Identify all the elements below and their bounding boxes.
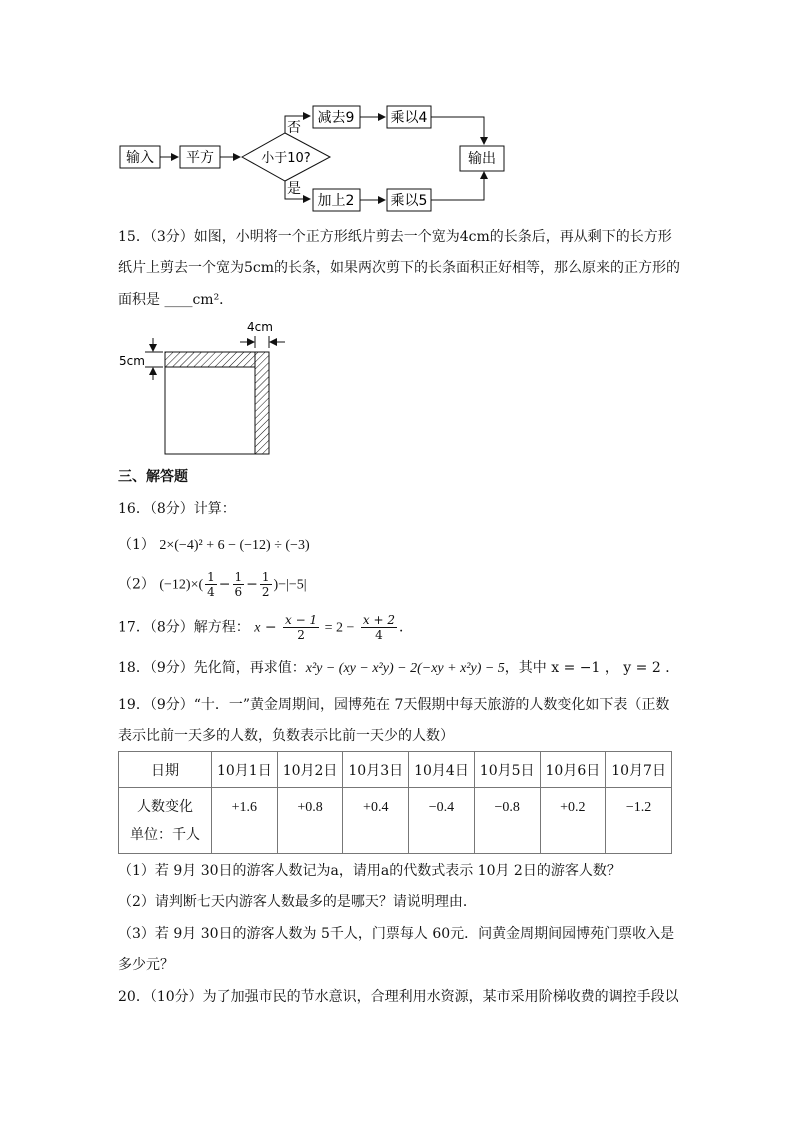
table-value: +0.4 (343, 788, 409, 854)
table-value: +1.6 (212, 788, 278, 854)
q17-end: ． (398, 619, 413, 636)
flow-times4-label: 乘以4 (390, 110, 428, 126)
table-value: −1.2 (606, 788, 672, 854)
table-date: 10月4日 (409, 752, 475, 788)
table-date: 10月2日 (277, 752, 343, 788)
flow-square-label: 平方 (186, 150, 214, 166)
q18-cond: ，其中 x = −1 ， y = 2 ． (504, 660, 680, 676)
table-value-row (119, 788, 672, 854)
flowchart (110, 96, 530, 218)
square-figure (115, 318, 295, 458)
strip-4cm (255, 352, 269, 454)
q18-expr: x²y − (xy − x²y) − 2(−xy + x²y) − 5 (305, 661, 505, 676)
flow-condition-label: 小于10? (261, 151, 311, 166)
q20-line1: 20．（10分）为了加强市民的节水意识，合理利用水资源，某市采用阶梯收费的调控手段以 (118, 989, 679, 1005)
table-date: 10月5日 (474, 752, 540, 788)
q16-stem: 16．（8分）计算： (118, 501, 236, 517)
q16-part1-num: （1） (118, 537, 155, 553)
table-row-label: 人数变化 单位：千人 (119, 788, 212, 854)
q17-fraction-b: $\frac{x + 2}{4}$ (362, 613, 395, 642)
table-value: −0.4 (409, 788, 475, 854)
section-title: 三、解答题 (118, 469, 188, 485)
table-header-row (119, 752, 672, 788)
flow-input-label: 输入 (126, 150, 154, 166)
q19-sub1: （1）若 9月 30日的游客人数记为a，请用a的代数式表示 10月 2日的游客人数？ (118, 863, 621, 879)
label-5cm: 5cm (119, 354, 145, 368)
q17-eq: = 2 − (321, 620, 355, 636)
q17-fraction-a: $\frac{x - 1}{2}$ (285, 613, 318, 642)
q18-stem: 18．（9分）先化简，再求值： (118, 660, 306, 676)
q17: 17．（8分）解方程： x − $\frac{x - 1}{2}$ = 2 − $\frac{x + 2}{4}$ ． (118, 613, 413, 642)
table-date: 10月6日 (540, 752, 606, 788)
q19-line2: 表示比前一天多的人数，负数表示比前一天少的人数） (118, 728, 454, 744)
flow-times5-label: 乘以5 (390, 193, 428, 209)
table-date: 10月3日 (343, 752, 409, 788)
q16-part1 (118, 535, 310, 556)
q17-x: x (254, 620, 261, 636)
visitor-change-table (118, 751, 672, 854)
table-date: 10月1日 (212, 752, 278, 788)
q17-stem: 17．（8分）解方程： (118, 619, 250, 636)
table-date: 10月7日 (606, 752, 672, 788)
q16-part1-expr: 2×(−4)² + 6 − (−12) ÷ (−3) (159, 538, 310, 553)
flow-no-label: 否 (287, 120, 301, 136)
q16-part2-num: （2） (118, 576, 155, 593)
q16-part2-post: )−|−5| (273, 577, 307, 593)
q15-line1: 15．（3分）如图，小明将一个正方形纸片剪去一个宽为4cm的长条后，再从剩下的长方形 (118, 229, 672, 245)
q19-sub3b: 多少元？ (118, 957, 174, 973)
q16-part2-pre: (−12)×( (159, 577, 204, 593)
table-value: −0.8 (474, 788, 540, 854)
flow-output-label: 输出 (468, 151, 496, 167)
q18 (118, 658, 679, 679)
q19-line1: 19．（9分）“十．一”黄金周期间，园博苑在 7天假期中每天旅游的人数变化如下表（正数 (118, 697, 670, 713)
table-value: +0.2 (540, 788, 606, 854)
fraction-1-4: $\frac{1}{4}$ (207, 570, 215, 599)
flow-plus2-label: 加上2 (317, 193, 355, 209)
q15-line3: 面积是 ____cm²． (118, 292, 234, 308)
q16-part2: （2） (−12)×( $\frac{1}{4}$ − $\frac{1}{6}$ − $\frac{1}{2}$ )−|−5| (118, 570, 307, 599)
fraction-1-2: $\frac{1}{2}$ (261, 570, 270, 599)
fraction-1-6: $\frac{1}{6}$ (234, 570, 243, 599)
q19-sub2: （2）请判断七天内游客人数最多的是哪天？请说明理由． (118, 894, 477, 910)
q19-sub3a: （3）若 9月 30日的游客人数为 5千人，门票每人 60元．问黄金周期间园博苑门票收入是 (118, 926, 675, 942)
flow-minus9-label: 减去9 (317, 110, 355, 126)
label-4cm: 4cm (247, 320, 273, 334)
q15-line2: 纸片上剪去一个宽为5cm的长条，如果两次剪下的长条面积正好相等，那么原来的正方形的 (118, 260, 681, 276)
strip-5cm (165, 352, 255, 367)
table-header-label: 日期 (119, 752, 212, 788)
table-value: +0.8 (277, 788, 343, 854)
flow-yes-label: 是 (287, 181, 301, 197)
